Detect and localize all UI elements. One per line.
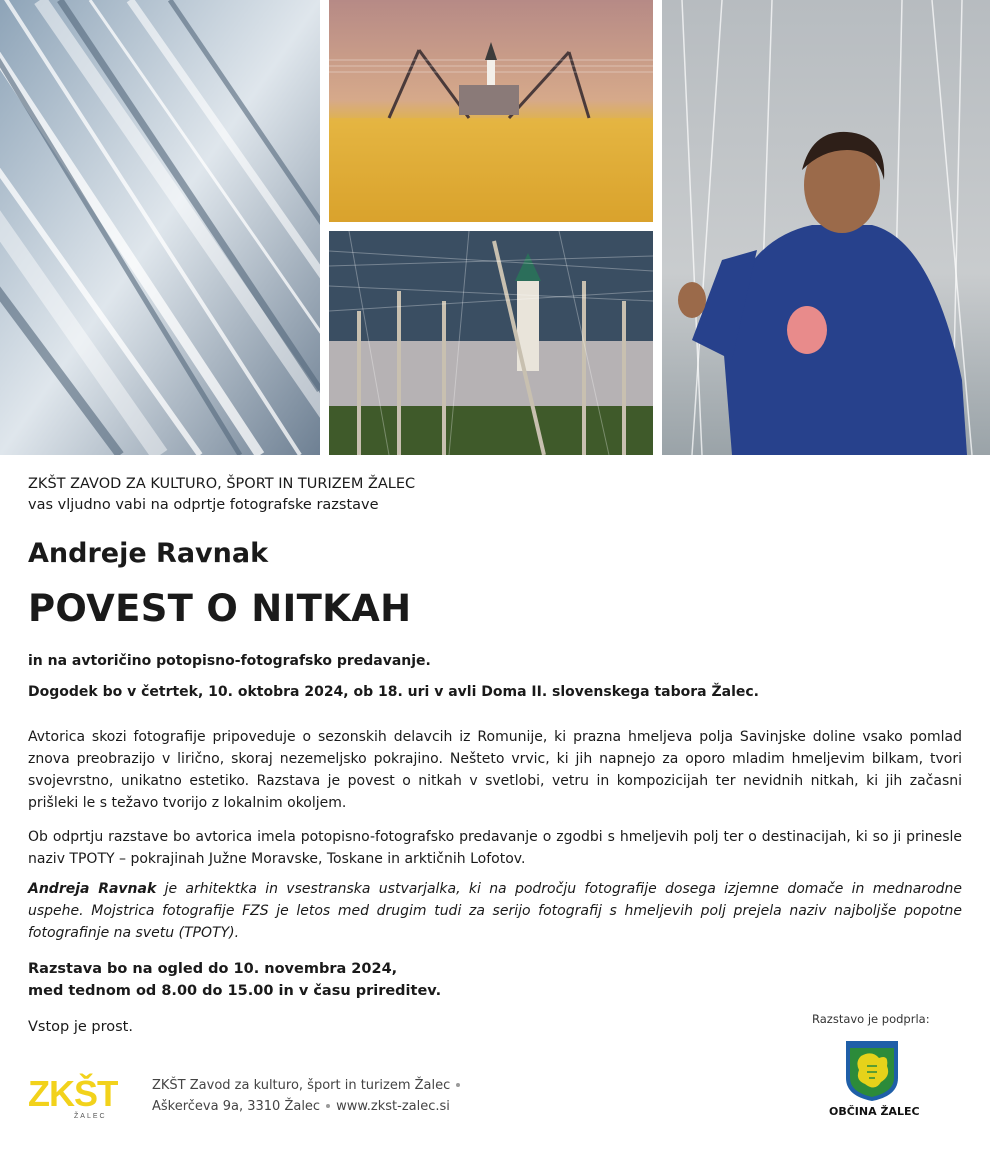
photo-hop-field-sunset — [329, 0, 653, 222]
zkst-logo — [28, 1072, 118, 1120]
logo-sub: ŽALEC — [74, 1113, 107, 1120]
exhibition-title: POVEST O NITKAH — [28, 587, 412, 630]
obcina-zalec-crest-icon — [845, 1040, 899, 1102]
separator-dot — [326, 1104, 330, 1108]
support-label: Razstavo je podprla: — [812, 1012, 930, 1026]
municipality-name: OBČINA ŽALEC — [829, 1105, 920, 1118]
organization-name: ZKŠT ZAVOD ZA KULTURO, ŠPORT IN TURIZEM ŽALEC — [28, 476, 416, 492]
footer-org-name: ZKŠT Zavod za kulturo, šport in turizem Žalec — [152, 1078, 451, 1093]
footer-street: Aškerčeva 9a, 3310 Žalec — [152, 1099, 321, 1114]
description-paragraph: Avtorica skozi fotografije pripoveduje o sezonskih delavcih iz Romunije, ki prazna hmeljeva polja Savinjske doline vsako pomlad znova preobrazijo v lirično, skoraj nezemeljsko pokrajino. Nešteto vrvic, ki jih napnejo za oporo mladim hmeljevim bilkam, tvori svojevrstno, unikatno estetiko. Razstava je povest o nitkah v svetlobi, vetru in kompozicijah ter nevidnih nitkah, ki jih začasni prišleki le s težavo tvorijo z lokalnim okoljem. — [28, 729, 962, 811]
lecture-invitation: in na avtoričino potopisno-fotografsko predavanje. — [28, 653, 431, 669]
photo-worker-portrait — [662, 0, 990, 455]
author-bio-text: je arhitektka in vsestranska ustvarjalka, ki na področju fotografije dosega izjemne domače in mednarodne uspehe. Mojstrica fotografije FZS je letos med drugim tudi za serijo fotografij s hmeljevih polj prejela naziv najboljše popotne fotografinje na svetu (TPOTY). — [28, 881, 963, 941]
open-until: Razstava bo na ogled do 10. novembra 2024, — [28, 961, 398, 977]
logo-text: ZKŠT — [28, 1073, 118, 1114]
exhibition-dates — [28, 958, 441, 1002]
separator-dot — [456, 1083, 460, 1087]
lecture-paragraph: Ob odprtju razstave bo avtorica imela potopisno-fotografsko predavanje o zgodbi s hmeljevih polj ter o destinacijah, ki so ji prinesle naziv TPOTY – pokrajinah Južne Moravske, Toskane in arktičnih Lofotov. — [28, 829, 962, 867]
opening-hours: med tednom od 8.00 do 15.00 in v času prireditev. — [28, 983, 442, 999]
footer-address — [152, 1075, 466, 1117]
photo-strings-closeup — [0, 0, 320, 455]
website-link[interactable]: www.zkst-zalec.si — [336, 1099, 450, 1114]
entry-info: Vstop je prost. — [28, 1019, 133, 1035]
author-bio-paragraph — [28, 878, 962, 944]
invitation-text: vas vljudno vabi na odprtje fotografske razstave — [28, 497, 379, 513]
author-bio-name: Andreja Ravnak — [28, 881, 157, 897]
author-name: Andreje Ravnak — [28, 538, 269, 569]
photo-hop-poles-church — [329, 231, 653, 455]
photo-collage — [0, 0, 990, 455]
event-time: Dogodek bo v četrtek, 10. oktobra 2024, ob 18. uri v avli Doma II. slovenskega tabora Žalec. — [28, 684, 759, 700]
